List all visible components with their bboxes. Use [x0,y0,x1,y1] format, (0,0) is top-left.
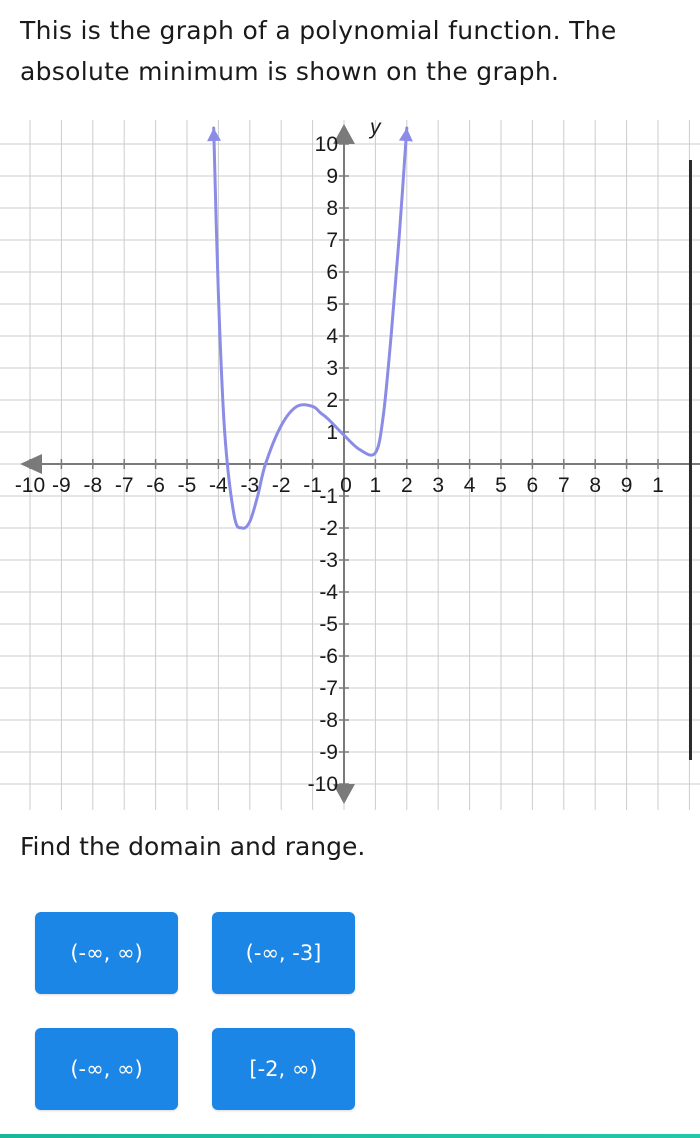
x-tick-label: 9 [620,474,633,497]
y-tick-label: -9 [319,741,338,764]
axes [20,124,700,804]
polynomial-graph [0,120,700,810]
x-tick-label: -3 [240,474,260,497]
y-tick-label: 7 [326,229,338,252]
x-tick-label: -8 [83,474,103,497]
x-tick-label: 0 [340,474,352,497]
answer-chip-3[interactable]: (-∞, ∞) [35,1028,178,1110]
y-tick-label: -2 [319,517,338,540]
scrollbar[interactable] [689,160,692,760]
y-tick-label: 10 [314,133,338,156]
y-tick-label: 2 [326,389,338,412]
x-tick-label: -6 [146,474,165,497]
y-tick-label: -1 [319,485,338,508]
x-tick-label: 8 [589,474,602,497]
y-tick-label: -5 [319,613,338,636]
x-tick-label: 4 [463,474,476,497]
x-tick-label: 6 [526,474,539,497]
y-tick-label: -4 [319,581,338,604]
x-tick-label: 1 [369,474,382,497]
y-tick-label: 1 [326,421,338,444]
question-text: Find the domain and range. [20,832,366,861]
answer-chip-1[interactable]: (-∞, ∞) [35,912,178,994]
x-tick-label: -7 [114,474,134,497]
y-tick-label: -7 [319,677,338,700]
x-axis-arrow-left [20,454,42,474]
problem-prompt: This is the graph of a polynomial function. The absolute minimum is shown on the graph. [20,16,617,86]
y-tick-label: -3 [319,549,338,572]
x-tick-label: 2 [400,474,413,497]
y-tick-label: 8 [326,197,338,220]
x-tick-label: -1 [303,474,322,497]
x-tick-label: -9 [52,474,71,497]
x-tick-label: 5 [495,474,507,497]
x-tick-label: -10 [14,474,46,497]
curve-arrow-left [207,128,221,141]
x-tick-label: 3 [432,474,445,497]
y-tick-label: 9 [326,165,338,188]
x-tick-label: 7 [557,474,570,497]
y-tick-label: 4 [326,325,338,348]
curve-arrow-right [399,128,413,141]
y-tick-label: 5 [326,293,338,316]
x-tick-label: -5 [177,474,197,497]
answer-chip-2[interactable]: (-∞, -3] [212,912,355,994]
progress-bar [0,1134,700,1138]
y-tick-label: 3 [326,357,338,380]
answer-chip-4[interactable]: [-2, ∞) [212,1028,355,1110]
y-axis-label: y [370,120,381,139]
polynomial-curve [214,128,407,528]
y-tick-label: -6 [319,645,338,668]
x-tick-label: 1 [652,474,664,497]
y-tick-label: -8 [319,709,338,732]
tick-labels [15,120,664,796]
x-tick-label: -2 [271,474,291,497]
curve-series [207,128,413,528]
y-tick-label: 6 [326,261,338,284]
x-tick-label: -4 [209,474,228,497]
y-tick-label: -10 [307,773,338,796]
